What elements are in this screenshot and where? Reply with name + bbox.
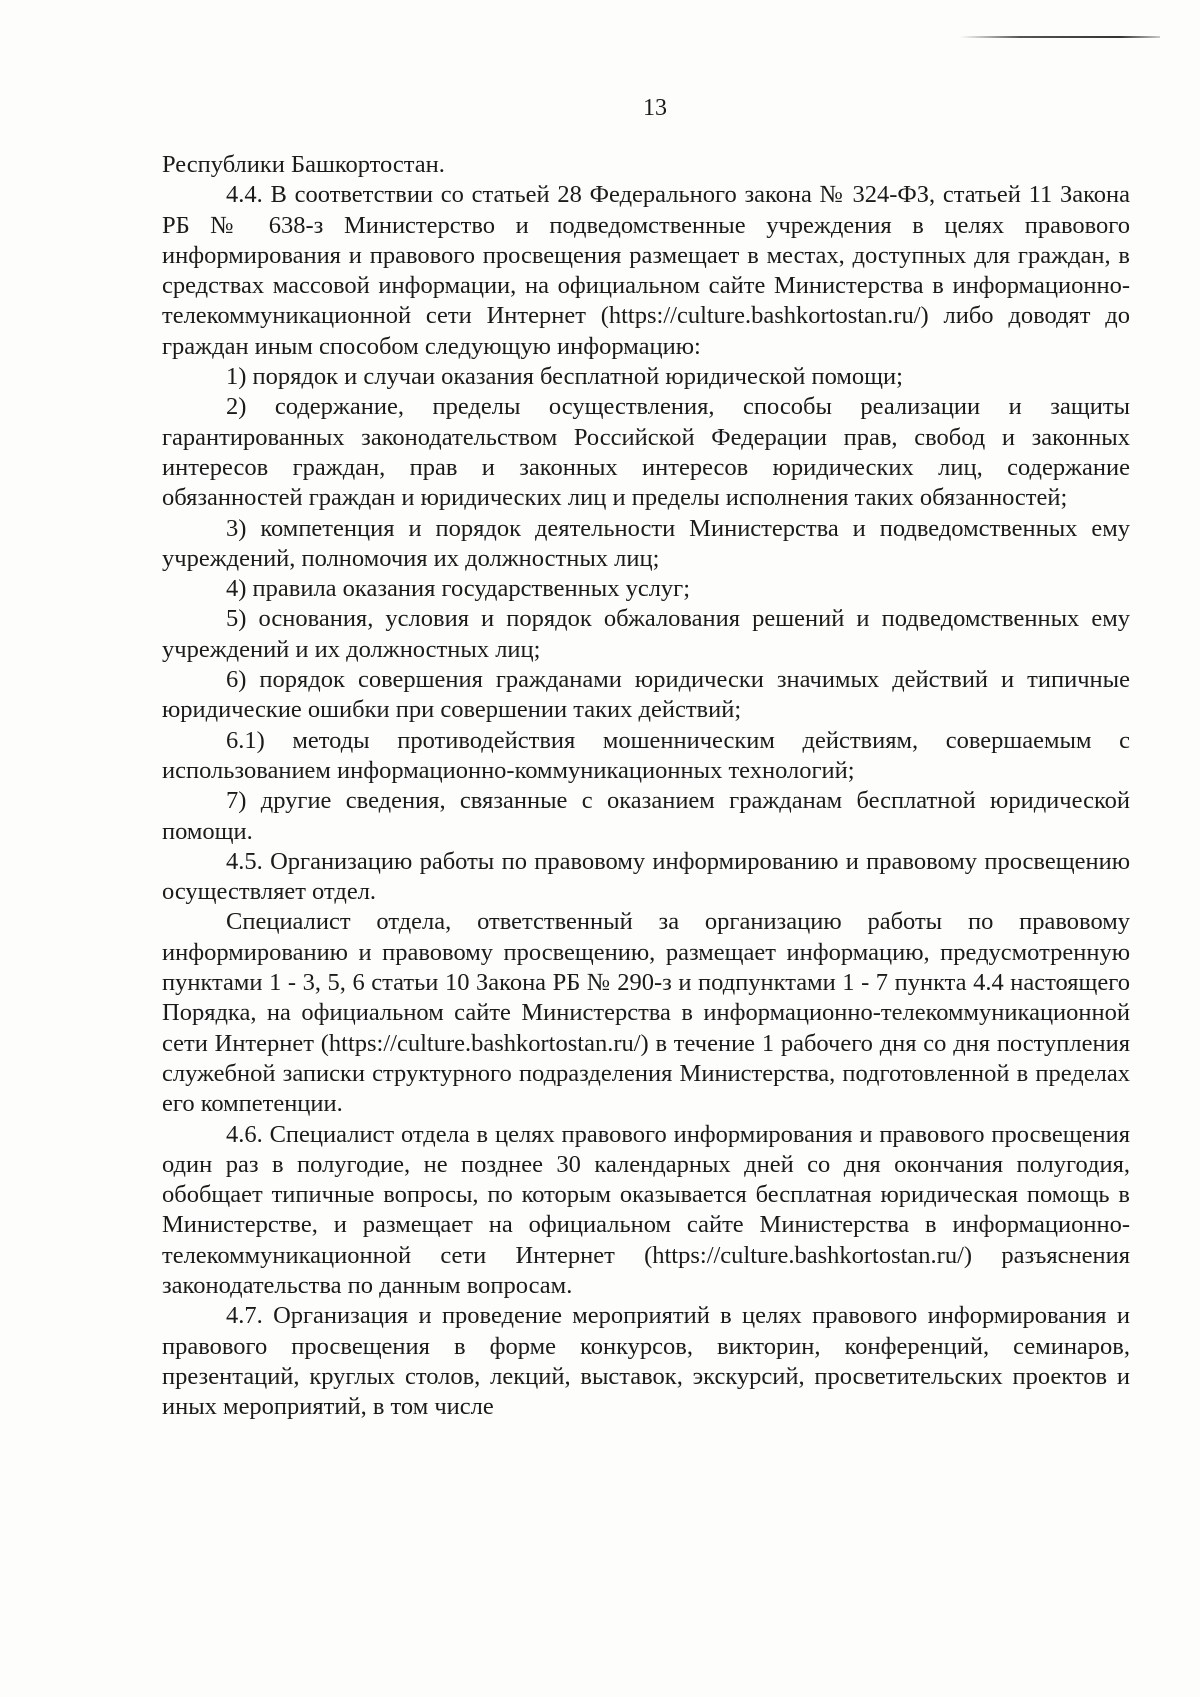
paragraph: 4.4. В соответствии со статьей 28 Федерального закона № 324-ФЗ, статьей 11 Закона РБ № 638-з Министерство и подведомственные учреждения в целях правового информирования и правового просвещения размещает в местах, доступных для граждан, в средствах массовой информации, на официальном сайте Министерства в информационно-телекоммуникационной сети Интернет (https://culture.bashkortostan.ru/) либо доводят до граждан иным способом следующую информацию: xyxy=(162,181,1130,360)
page-number: 13 xyxy=(643,95,667,121)
list-item: 3) компетенция и порядок деятельности Министерства и подведомственных ему учреждений, полномочия их должностных лиц; xyxy=(162,514,1130,572)
list-item: 5) основания, условия и порядок обжалования решений и подведомственных ему учреждений и их должностных лиц; xyxy=(162,605,1130,663)
paragraph: 4.7. Организация и проведение мероприятий в целях правового информирования и правового просвещения в форме конкурсов, викторин, конференций, семинаров, презентаций, круглых столов, лекций, выставок, экскурсий, просветительских проектов и иных мероприятий, в том числе xyxy=(162,1302,1130,1421)
paragraph: 4.5. Организацию работы по правовому информированию и правовому просвещению осуществляет отдел. xyxy=(162,847,1130,906)
list-item: 4) правила оказания государственных услуг; xyxy=(226,575,691,603)
list-item: 1) порядок и случаи оказания бесплатной юридической помощи; xyxy=(226,363,903,391)
list-item: 6) порядок совершения гражданами юридически значимых действий и типичные юридические ошибки при совершении таких действий; xyxy=(162,666,1130,724)
document-body xyxy=(162,150,1130,1422)
paragraph: 4.6. Специалист отдела в целях правового информирования и правового просвещения один раз в полугодие, не позднее 30 календарных дней со дня окончания полугодия, обобщает типичные вопросы, по которым оказывается бесплатная юридическая помощь в Министерстве, и размещает на официальном сайте Министерства в информационно-телекоммуникационной сети Интернет (https://culture.bashkortostan.ru/) разъяснения законодательства по данным вопросам. xyxy=(162,1120,1130,1299)
list-item: 2) содержание, пределы осуществления, способы реализации и защиты гарантированных законодательством Российской Федерации прав, свобод и законных интересов граждан, прав и законных интересов юридических лиц, содержание обязанностей граждан и юридических лиц и пределы исполнения таких обязанностей; xyxy=(162,393,1130,512)
scan-artifact-line xyxy=(960,36,1160,38)
list-item: 7) другие сведения, связанные с оказанием гражданам бесплатной юридической помощи. xyxy=(162,787,1130,845)
paragraph: Республики Башкортостан. xyxy=(162,151,445,178)
paragraph: Специалист отдела, ответственный за организацию работы по правовому информированию и правовому просвещению, размещает информацию, предусмотренную пунктами 1 - 3, 5, 6 статьи 10 Закона РБ № 290-з и подпунктами 1 - 7 пункта 4.4 настоящего Порядка, на официальном сайте Министерства в информационно-телекоммуникационной сети Интернет (https://culture.bashkortostan.ru/) в течение 1 рабочего дня со дня поступления служебной записки структурного подразделения Министерства, подготовленной в пределах его компетенции. xyxy=(162,908,1130,1118)
list-item: 6.1) методы противодействия мошенническим действиям, совершаемым с использованием информационно-коммуникационных технологий; xyxy=(162,726,1130,784)
